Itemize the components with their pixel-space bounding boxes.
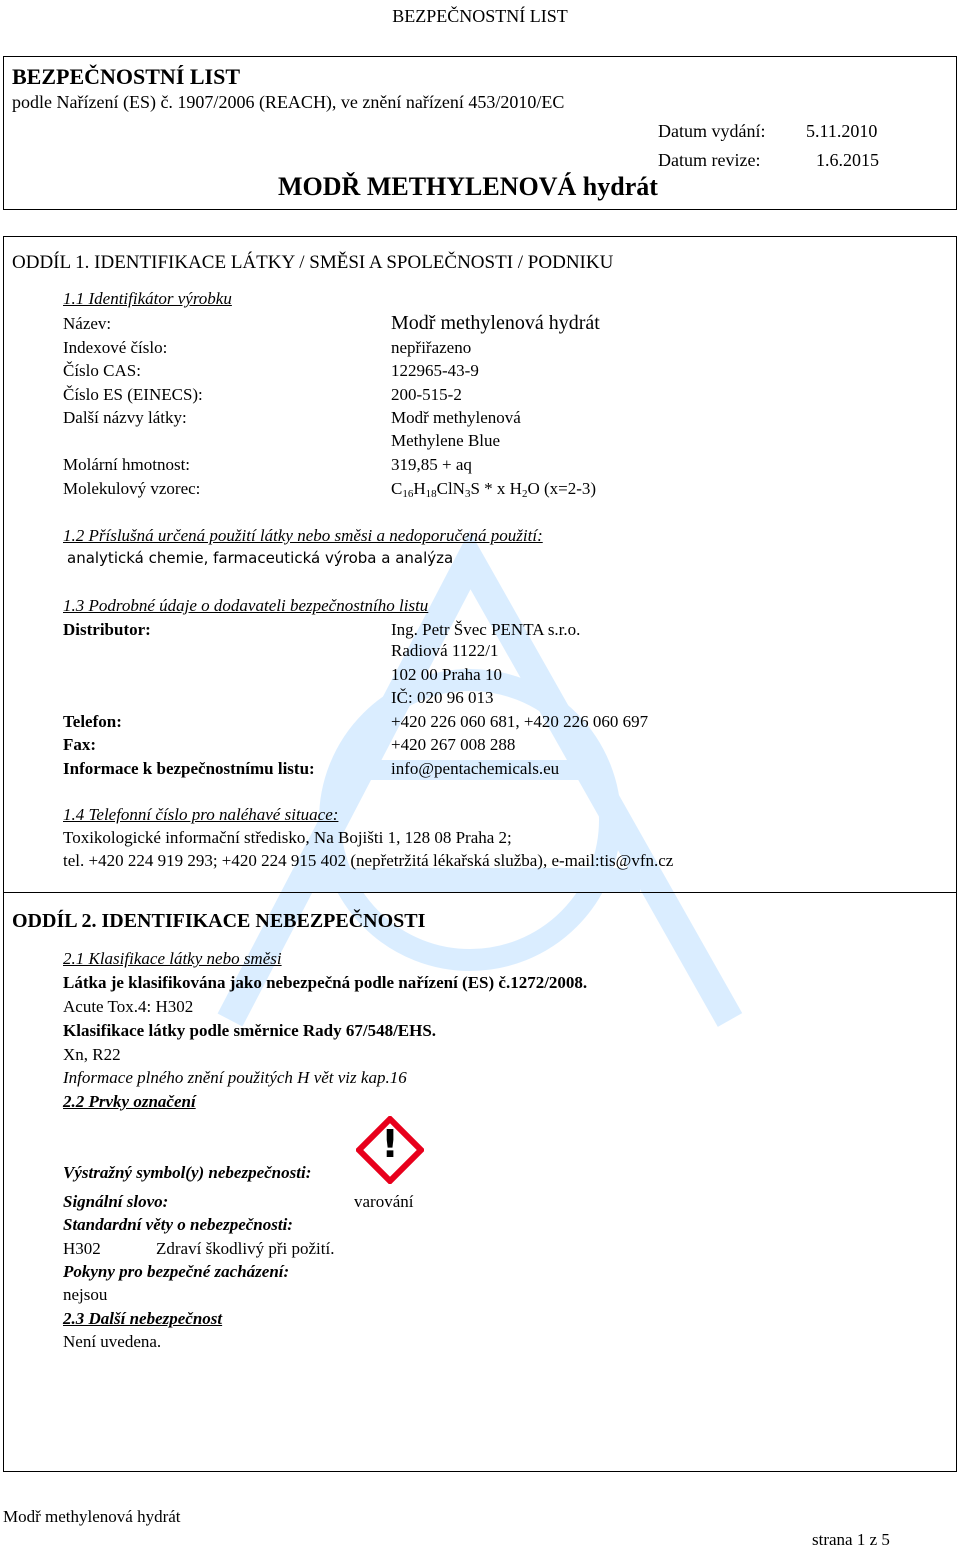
s23-title: 2.3 Další nebezpečnost — [63, 1309, 223, 1328]
s14-title: 1.4 Telefonní číslo pro naléhavé situace: — [63, 805, 339, 824]
full-text-note: Informace plného znění použitých H vět viz kap.16 — [63, 1068, 407, 1087]
signal-word-label: Signální slovo: — [63, 1192, 169, 1211]
h302-code: H302 — [63, 1239, 101, 1258]
es-value: 200-515-2 — [391, 385, 462, 404]
precautions-label: Pokyny pro bezpečné zacházení: — [63, 1262, 290, 1281]
formula-value: $C_{16}H_{18}ClN_3S$ * x $H_2O$ (x=2-3) — [391, 479, 597, 500]
signal-word-value: varování — [354, 1192, 414, 1211]
issue-date-label: Datum vydání: — [658, 121, 766, 141]
product-title: MODŘ METHYLENOVÁ hydrát — [278, 172, 658, 201]
footer-page-number: strana 1 z 5 — [812, 1530, 890, 1549]
info-label: Informace k bezpečnostnímu listu: — [63, 759, 315, 778]
address-street: Radiová 1122/1 — [391, 641, 499, 660]
acute-tox: Acute Tox.4: H302 — [63, 997, 194, 1016]
h302-text: Zdraví škodlivý při požití. — [156, 1239, 335, 1258]
document-title: BEZPEČNOSTNÍ LIST — [12, 64, 241, 89]
name-label: Název: — [63, 314, 112, 333]
company-id: IČ: 020 96 013 — [391, 688, 494, 707]
pictogram-symbol: ! — [381, 1122, 399, 1166]
info-email-link[interactable]: info@pentachemicals.eu — [391, 759, 560, 778]
s14-line2: tel. +420 224 919 293; +420 224 915 402 (nepřetržitá lékařská služba), e-mail:tis@vfn.cz — [63, 851, 674, 870]
revision-date-label: Datum revize: — [658, 150, 761, 170]
phone-label: Telefon: — [63, 712, 122, 731]
regulation-text: podle Nařízení (ES) č. 1907/2006 (REACH), ve znění nařízení 453/2010/EC — [12, 92, 565, 112]
formula-label: Molekulový vzorec: — [63, 479, 201, 498]
s13-title: 1.3 Podrobné údaje o dodavateli bezpečnostního listu — [63, 596, 429, 615]
issue-date: 5.11.2010 — [806, 121, 878, 141]
distributor-name: Ing. Petr Švec PENTA s.r.o. — [391, 620, 581, 639]
s23-value: Není uvedena. — [63, 1332, 162, 1351]
revision-date: 1.6.2015 — [816, 150, 879, 170]
fax-label: Fax: — [63, 735, 97, 754]
other-name-1: Modř methylenová — [391, 408, 521, 427]
s12-title: 1.2 Příslušná určená použití látky nebo směsi a nedoporučená použití: — [63, 526, 543, 545]
address-city: 102 00 Praha 10 — [391, 665, 502, 684]
s11-title: 1.1 Identifikátor výrobku — [63, 289, 232, 308]
fax-value: +420 267 008 288 — [391, 735, 516, 754]
other-name-2: Methylene Blue — [391, 431, 501, 450]
index-value: nepřiřazeno — [391, 338, 472, 357]
molar-mass-value: 319,85 + aq — [391, 455, 472, 474]
es-label: Číslo ES (EINECS): — [63, 385, 203, 404]
name-value: Modř methylenová hydrát — [391, 312, 600, 334]
running-header: BEZPEČNOSTNÍ LIST — [392, 6, 568, 26]
s22-title: 2.2 Prvky označení — [63, 1092, 196, 1111]
other-names-label: Další názvy látky: — [63, 408, 187, 427]
classified-statement: Látka je klasifikována jako nebezpečná podle nařízení (ES) č.1272/2008. — [63, 973, 588, 992]
s12-text: analytická chemie, farmaceutická výroba a analýza — [67, 549, 454, 567]
section1-heading: ODDÍL 1. IDENTIFIKACE LÁTKY / SMĚSI A SPOLEČNOSTI / PODNIKU — [12, 252, 614, 273]
warning-symbol-label: Výstražný symbol(y) nebezpečnosti: — [63, 1163, 312, 1182]
cas-label: Číslo CAS: — [63, 361, 141, 380]
classification-67-548: Klasifikace látky podle směrnice Rady 67/548/EHS. — [63, 1021, 437, 1040]
xn-r22: Xn, R22 — [63, 1045, 121, 1064]
hazard-statements-label: Standardní věty o nebezpečnosti: — [63, 1215, 293, 1234]
s21-title: 2.1 Klasifikace látky nebo směsi — [63, 949, 282, 968]
molar-mass-label: Molární hmotnost: — [63, 455, 191, 474]
section2-heading: ODDÍL 2. IDENTIFIKACE NEBEZPEČNOSTI — [12, 910, 426, 932]
section-divider — [3, 892, 957, 893]
distributor-label: Distributor: — [63, 620, 151, 639]
cas-value: 122965-43-9 — [391, 361, 479, 380]
index-label: Indexové číslo: — [63, 338, 168, 357]
phone-value: +420 226 060 681, +420 226 060 697 — [391, 712, 649, 731]
precautions-value: nejsou — [63, 1285, 108, 1304]
exclamation-mark-pictogram-icon — [356, 1116, 424, 1184]
s14-line1: Toxikologické informační středisko, Na Bojišti 1, 128 08 Praha 2; — [63, 828, 512, 847]
footer-product: Modř methylenová hydrát — [3, 1507, 181, 1526]
